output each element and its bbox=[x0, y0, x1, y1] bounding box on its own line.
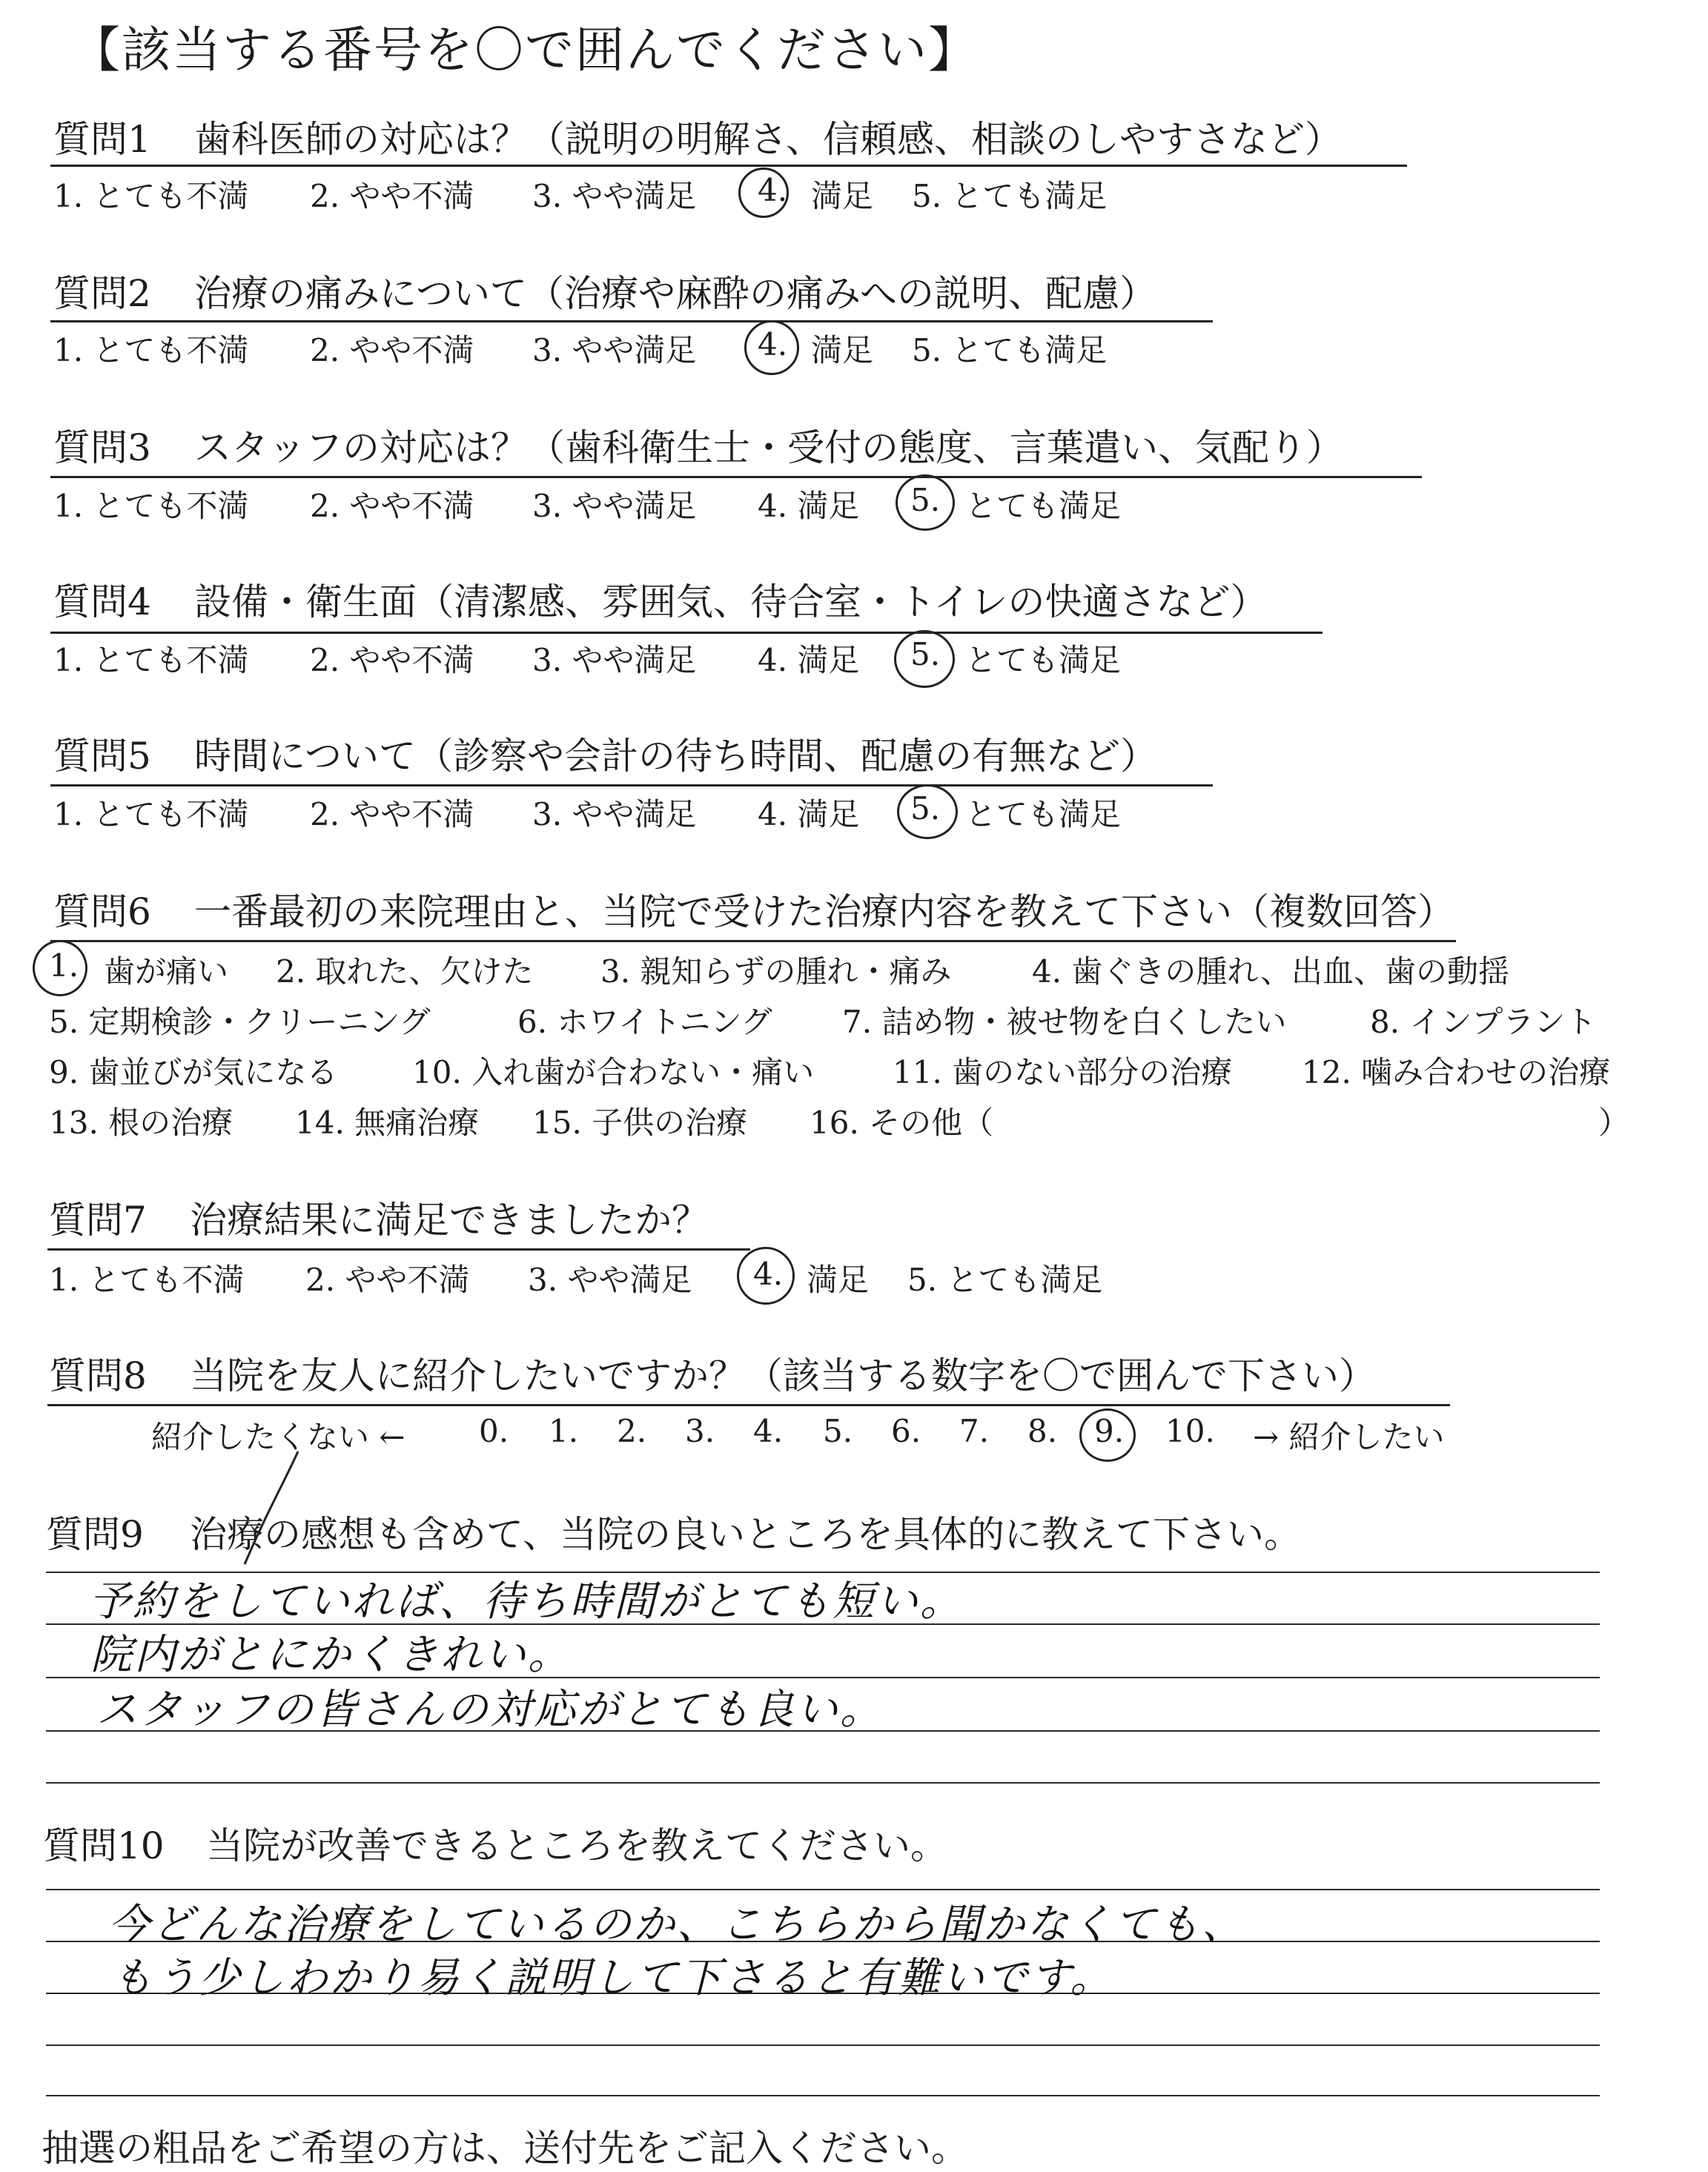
q5-option-3[interactable]: 3. やや満足 bbox=[532, 796, 697, 832]
q7-option-4-label: 満足 bbox=[807, 1262, 870, 1298]
q5-option-4[interactable]: 4. 満足 bbox=[758, 796, 860, 832]
q1-option-4[interactable]: 4. bbox=[758, 172, 788, 208]
q8-option-2[interactable]: 2. bbox=[617, 1413, 647, 1449]
q4-option-4[interactable]: 4. 満足 bbox=[758, 642, 860, 678]
q1-option-3[interactable]: 3. やや満足 bbox=[532, 178, 697, 214]
q5-answer-circle bbox=[897, 784, 958, 839]
q4-option-3[interactable]: 3. やや満足 bbox=[532, 642, 697, 678]
q2-answer-circle bbox=[744, 320, 799, 375]
q2-option-4-label: 満足 bbox=[811, 332, 874, 368]
q9-rule-5 bbox=[46, 1782, 1600, 1784]
q6-option-10[interactable]: 10. 入れ歯が合わない・痛い bbox=[412, 1054, 815, 1090]
q6-option-8[interactable]: 8. インプラント bbox=[1370, 1004, 1597, 1040]
q5-text: 時間について（診察や会計の待ち時間、配慮の有無など） bbox=[194, 735, 1157, 778]
q6-option-2[interactable]: 2. 取れた、欠けた bbox=[276, 953, 534, 990]
q4-answer-circle bbox=[894, 630, 955, 688]
page-title: 【該当する番号を〇で囲んでください】 bbox=[71, 21, 979, 79]
q6-option-3[interactable]: 3. 親知らずの腫れ・痛み bbox=[600, 953, 952, 990]
q2-option-1[interactable]: 1. とても不満 bbox=[53, 332, 249, 368]
q1-text: 歯科医師の対応は？（説明の明解さ、信頼感、相談のしやすさなど） bbox=[194, 118, 1342, 161]
q10-text: 当院が改善できるところを教えてください。 bbox=[206, 1824, 947, 1867]
q1-option-1[interactable]: 1. とても不満 bbox=[53, 178, 249, 214]
q8-text: 当院を友人に紹介したいですか？（該当する数字を〇で囲んで下さい） bbox=[190, 1354, 1376, 1397]
q7-option-4[interactable]: 4. bbox=[753, 1256, 784, 1292]
q2-option-3[interactable]: 3. やや満足 bbox=[532, 332, 697, 368]
q2-label: 質問2 bbox=[53, 272, 151, 315]
q1-option-4-label: 満足 bbox=[811, 178, 874, 214]
q4-option-2[interactable]: 2. やや不満 bbox=[310, 642, 474, 678]
q3-option-1[interactable]: 1. とても不満 bbox=[53, 488, 249, 524]
q8-option-7[interactable]: 7. bbox=[959, 1413, 990, 1449]
q8-answer-circle bbox=[1079, 1408, 1136, 1462]
q10-rule-5 bbox=[46, 2095, 1600, 2096]
q6-option-9[interactable]: 9. 歯並びが気になる bbox=[49, 1054, 338, 1090]
q6-option-14[interactable]: 14. 無痛治療 bbox=[295, 1105, 480, 1141]
q5-label: 質問5 bbox=[53, 735, 151, 778]
q1-answer-circle bbox=[738, 168, 789, 218]
q6-option-4[interactable]: 4. 歯ぐきの腫れ、出血、歯の動揺 bbox=[1032, 953, 1509, 990]
q1-label: 質問1 bbox=[53, 118, 151, 161]
q7-text: 治療結果に満足できましたか？ bbox=[190, 1199, 709, 1242]
q8-scale-right-label: → 紹介したい bbox=[1253, 1419, 1445, 1455]
q8-scale-left-label: 紹介したくない ← bbox=[151, 1419, 406, 1455]
q2-option-2[interactable]: 2. やや不満 bbox=[310, 332, 474, 368]
q4-option-1[interactable]: 1. とても不満 bbox=[53, 642, 249, 678]
q2-option-5[interactable]: 5. とても満足 bbox=[912, 332, 1108, 368]
q3-option-5[interactable]: 5. bbox=[910, 482, 941, 518]
q1-underline bbox=[50, 165, 1407, 167]
q1-option-2[interactable]: 2. やや不満 bbox=[310, 178, 474, 214]
q6-label: 質問6 bbox=[53, 890, 151, 933]
q10-rule-4 bbox=[46, 2044, 1600, 2046]
q8-option-4[interactable]: 4. bbox=[753, 1413, 784, 1449]
q9-label: 質問9 bbox=[46, 1513, 144, 1556]
q5-underline bbox=[50, 784, 1213, 787]
q6-option-12[interactable]: 12. 噛み合わせの治療 bbox=[1302, 1054, 1611, 1090]
q7-option-2[interactable]: 2. やや不満 bbox=[305, 1262, 470, 1298]
q3-option-2[interactable]: 2. やや不満 bbox=[310, 488, 474, 524]
q4-option-5[interactable]: 5. bbox=[910, 636, 941, 672]
q8-option-8[interactable]: 8. bbox=[1027, 1413, 1058, 1449]
q8-option-1[interactable]: 1. bbox=[549, 1413, 579, 1449]
q8-option-3[interactable]: 3. bbox=[685, 1413, 715, 1449]
q10-answer-line-1[interactable]: 今どんな治療をしているのか、こちらから聞かなくても、 bbox=[108, 1901, 1245, 1949]
q3-text: スタッフの対応は？（歯科衛生士・受付の態度、言葉遣い、気配り） bbox=[194, 426, 1343, 469]
q7-option-5[interactable]: 5. とても満足 bbox=[907, 1262, 1103, 1298]
q8-option-0[interactable]: 0. bbox=[479, 1413, 509, 1449]
q2-option-4[interactable]: 4. bbox=[758, 326, 788, 362]
q8-underline bbox=[47, 1404, 1450, 1406]
q10-label: 質問10 bbox=[43, 1824, 165, 1867]
q6-option-13[interactable]: 13. 根の治療 bbox=[49, 1105, 234, 1141]
q3-label: 質問3 bbox=[53, 426, 151, 469]
q9-answer-line-2[interactable]: 院内がとにかくきれい。 bbox=[90, 1631, 572, 1679]
q3-answer-circle bbox=[896, 474, 955, 531]
q2-text: 治療の痛みについて（治療や麻酔の痛みへの説明、配慮） bbox=[194, 272, 1156, 315]
q6-underline bbox=[50, 940, 1456, 942]
q5-option-1[interactable]: 1. とても不満 bbox=[53, 796, 249, 832]
q5-option-2[interactable]: 2. やや不満 bbox=[310, 796, 474, 832]
q4-underline bbox=[50, 632, 1323, 634]
q10-answer-line-2[interactable]: もう少しわかり易く説明して下さると有難いです。 bbox=[111, 1954, 1114, 2002]
q8-option-10[interactable]: 10. bbox=[1165, 1413, 1215, 1449]
q7-option-3[interactable]: 3. やや満足 bbox=[528, 1262, 692, 1298]
q6-option-7[interactable]: 7. 詰め物・被せ物を白くしたい bbox=[842, 1004, 1287, 1040]
q6-option-16-close: ） bbox=[1598, 1105, 1630, 1141]
q6-option-5[interactable]: 5. 定期検診・クリーニング bbox=[49, 1004, 431, 1040]
q6-text: 一番最初の来院理由と、当院で受けた治療内容を教えて下さい（複数回答） bbox=[194, 890, 1454, 933]
q3-underline bbox=[50, 476, 1422, 478]
q2-underline bbox=[50, 320, 1213, 322]
q3-option-4[interactable]: 4. 満足 bbox=[758, 488, 860, 524]
q9-text: 治療の感想も含めて、当院の良いところを具体的に教えて下さい。 bbox=[190, 1513, 1301, 1556]
q8-label: 質問8 bbox=[49, 1354, 147, 1397]
q10-rule-1 bbox=[46, 1889, 1600, 1890]
q6-answer-circle bbox=[33, 940, 87, 996]
q6-option-15[interactable]: 15. 子供の治療 bbox=[532, 1105, 748, 1141]
q4-option-5-label: とても満足 bbox=[965, 642, 1122, 678]
footer-note: 抽選の粗品をご希望の方は、送付先をご記入ください。 bbox=[42, 2127, 968, 2170]
q5-option-5[interactable]: 5. bbox=[910, 790, 941, 827]
q6-option-1[interactable]: 1. bbox=[49, 947, 79, 984]
q8-option-9[interactable]: 9. bbox=[1094, 1413, 1125, 1449]
q4-label: 質問4 bbox=[53, 580, 151, 623]
q3-option-3[interactable]: 3. やや満足 bbox=[532, 488, 697, 524]
q8-option-5[interactable]: 5. bbox=[823, 1413, 853, 1449]
q7-underline bbox=[47, 1248, 750, 1251]
q7-answer-circle bbox=[737, 1247, 795, 1305]
q6-option-1-label: 歯が痛い bbox=[104, 953, 229, 990]
q9-answer-line-3[interactable]: スタッフの皆さんの対応がとても良い。 bbox=[96, 1686, 884, 1734]
q8-option-6[interactable]: 6. bbox=[891, 1413, 921, 1449]
q3-option-5-label: とても満足 bbox=[965, 488, 1122, 524]
q5-option-5-label: とても満足 bbox=[965, 796, 1122, 832]
q4-text: 設備・衛生面（清潔感、雰囲気、待合室・トイレの快適さなど） bbox=[194, 580, 1268, 623]
q9-answer-line-1[interactable]: 予約をしていれば、待ち時間がとても短い。 bbox=[89, 1577, 964, 1626]
q6-option-6[interactable]: 6. ホワイトニング bbox=[517, 1004, 772, 1040]
q6-option-16[interactable]: 16. その他（ bbox=[810, 1105, 994, 1141]
q6-option-11[interactable]: 11. 歯のない部分の治療 bbox=[893, 1054, 1233, 1090]
q1-option-5[interactable]: 5. とても満足 bbox=[912, 178, 1108, 214]
q7-option-1[interactable]: 1. とても不満 bbox=[49, 1262, 245, 1298]
q7-label: 質問7 bbox=[49, 1199, 147, 1242]
